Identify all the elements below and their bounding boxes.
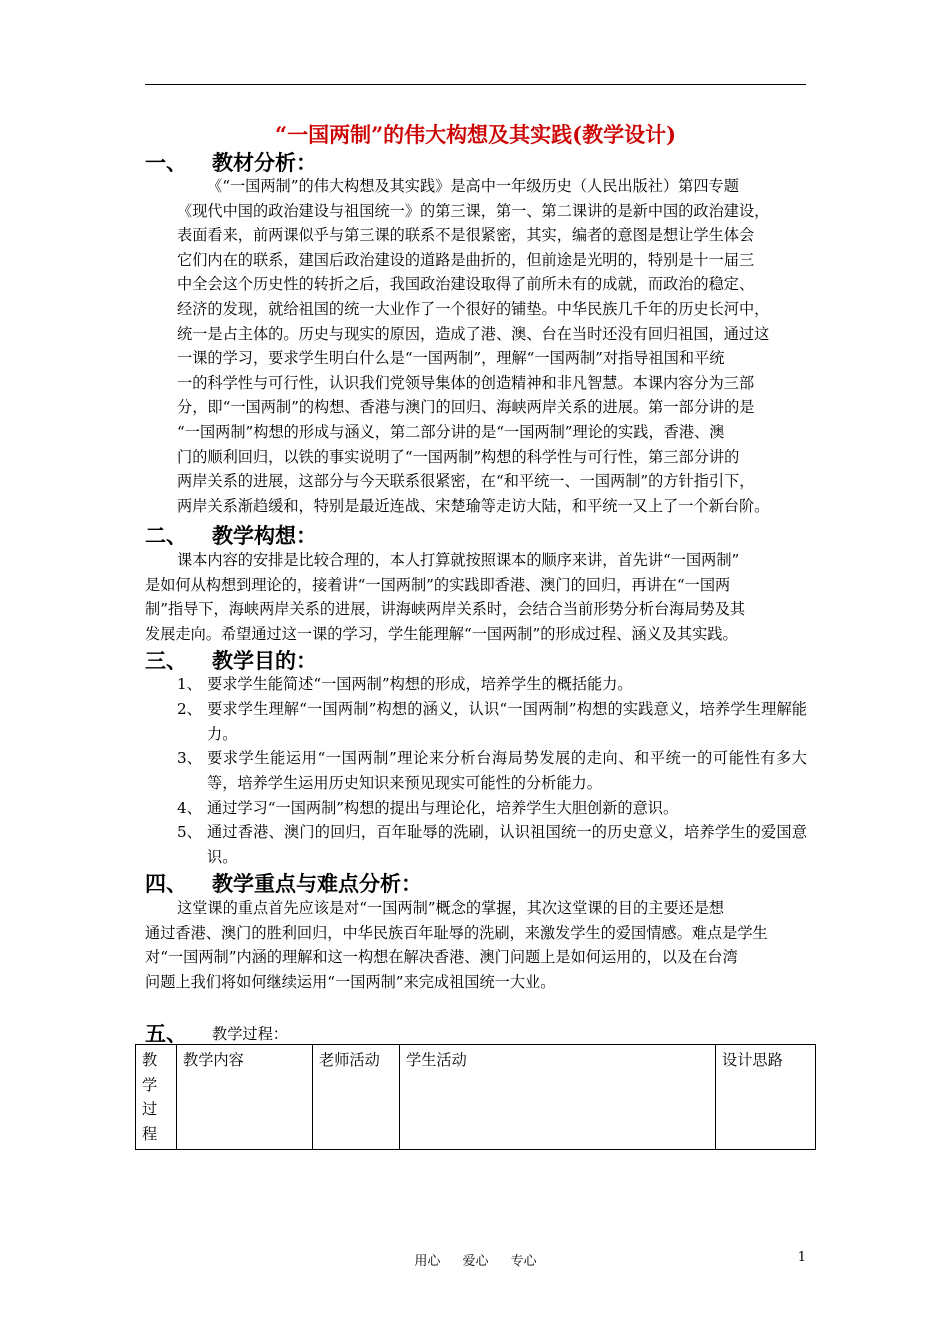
section-4-heading [145, 870, 422, 898]
vertical-char: 教 [142, 1051, 158, 1069]
list-item-text: 要求学生能运用“一国两制”理论来分析台海局势发展的走向、和平统一的可能性有多大等，培养学生运用历史知识来预见现实可能性的分析能力。 [207, 749, 807, 792]
list-item [177, 672, 807, 697]
section-3-title: 教学目的： [212, 648, 317, 673]
list-item-number: 1、 [177, 675, 202, 693]
section-1-heading [145, 149, 317, 177]
section-2-heading [145, 522, 317, 550]
header-teaching-content: 教学内容 [177, 1045, 313, 1150]
document-title: “一国两制”的伟大构想及其实践(教学设计) [274, 122, 677, 147]
section-1-number: 一、 [145, 150, 187, 175]
text-line: 统一是占主体的。历史与现实的原因，造成了港、澳、台在当时还没有回归祖国，通过这 [177, 324, 770, 343]
list-item [177, 820, 807, 869]
section-2-number: 二、 [145, 523, 187, 548]
text-line: 一课的学习，要求学生明白什么是“一国两制”，理解“一国两制”对指导祖国和平统 [177, 349, 725, 368]
text-line: 这堂课的重点首先应该是对“一国两制”概念的掌握，其次这堂课的目的主要还是想 [177, 899, 725, 917]
section-5-number: 五、 [145, 1021, 187, 1046]
list-item-text: 要求学生能简述“一国两制”构想的形成，培养学生的概括能力。 [207, 675, 633, 693]
table-row [136, 1045, 816, 1150]
section-1-paragraph [177, 174, 807, 518]
footer-motto: 用心 爱心 专心 [414, 1254, 537, 1269]
section-2-paragraph [145, 548, 807, 646]
section-4-title: 教学重点与难点分析： [212, 871, 422, 896]
list-item-number: 5、 [177, 823, 202, 841]
text-line: 两岸关系的进展，这部分与今天联系很紧密，在“和平统一、一国两制”的方针指引下， [177, 472, 755, 491]
list-item [177, 796, 807, 821]
vertical-label-cell [136, 1045, 177, 1150]
section-4-number: 四、 [145, 871, 187, 896]
text-line: 表面看来，前两课似乎与第三课的联系不是很紧密，其实，编者的意图是想让学生体会 [177, 226, 755, 245]
text-line: 是如何从构想到理论的，接着讲“一国两制”的实践即香港、澳门的回归，再讲在“一国两 [145, 575, 731, 594]
section-5-label: 教学过程： [212, 1025, 288, 1043]
text-line: 一的科学性与可行性，认识我们党领导集体的创造精神和非凡智慧。本课内容分为三部 [177, 373, 755, 392]
list-item-text: 要求学生理解“一国两制”构想的涵义，认识“一国两制”构想的实践意义，培养学生理解能力。 [207, 700, 807, 743]
section-1-title: 教材分析： [212, 150, 317, 175]
text-line: 门的顺利回归，以铁的事实说明了“一国两制”构想的科学性与可行性，第三部分讲的 [177, 447, 740, 466]
vertical-char: 程 [142, 1124, 158, 1143]
header-design-idea: 设计思路 [716, 1045, 816, 1150]
section-2-title: 教学构想： [212, 523, 317, 548]
list-item-number: 2、 [177, 700, 202, 718]
text-line: 问题上我们将如何继续运用“一国两制”来完成祖国统一大业。 [145, 972, 556, 991]
section-4-paragraph [145, 896, 807, 994]
text-line: “一国两制”构想的形成与涵义，第二部分讲的是“一国两制”理论的实践，香港、澳 [177, 422, 725, 441]
text-line: 经济的发现，就给祖国的统一大业作了一个很好的铺垫。中华民族几千年的历史长河中， [177, 299, 770, 318]
text-line: 发展走向。希望通过这一课的学习，学生能理解“一国两制”的形成过程、涵义及其实践。 [145, 624, 738, 643]
list-item-text: 通过香港、澳门的回归，百年耻辱的洗刷，认识祖国统一的历史意义，培养学生的爱国意识。 [207, 823, 807, 866]
section-3-number: 三、 [145, 648, 187, 673]
list-item-number: 4、 [177, 799, 202, 817]
list-item [177, 697, 807, 746]
vertical-char: 学 [142, 1075, 158, 1094]
text-line: 对“一国两制”内涵的理解和这一构想在解决香港、澳门问题上是如何运用的，以及在台湾 [145, 948, 738, 967]
text-line: 分，即“一国两制”的构想、香港与澳门的回归、海峡两岸关系的进展。第一部分讲的是 [177, 398, 755, 417]
text-line: 制”指导下，海峡两岸关系的进展，讲海峡两岸关系时，会结合当前形势分析台海局势及其 [145, 600, 746, 619]
text-line: 它们内在的联系，建国后政治建设的道路是曲折的，但前途是光明的，特别是十一届三 [177, 250, 755, 269]
text-line: 通过香港、澳门的胜利回归，中华民族百年耻辱的洗刷，来激发学生的爱国情感。难点是学生 [145, 923, 768, 942]
header-rule [145, 84, 806, 85]
header-teacher-activity: 老师活动 [313, 1045, 400, 1150]
page-number: 1 [797, 1250, 806, 1265]
teaching-process-table [135, 1044, 816, 1150]
text-line: 两岸关系渐趋缓和，特别是最近连战、宋楚瑜等走访大陆，和平统一又上了一个新台阶。 [177, 496, 770, 515]
text-line: 《现代中国的政治建设与祖国统一》的第三课，第一、第二课讲的是新中国的政治建设， [177, 201, 770, 220]
list-item-text: 通过学习“一国两制”构想的提出与理论化，培养学生大胆创新的意识。 [207, 799, 679, 817]
list-item-number: 3、 [177, 749, 202, 767]
section-3-heading [145, 647, 317, 675]
header-student-activity: 学生活动 [400, 1045, 716, 1150]
list-item [177, 746, 807, 795]
text-line: 课本内容的安排是比较合理的，本人打算就按照课本的顺序来讲，首先讲“一国两制” [177, 551, 740, 569]
vertical-char: 过 [142, 1100, 158, 1119]
text-line: 《“一国两制”的伟大构想及其实践》是高中一年级历史（人民出版社）第四专题 [207, 177, 739, 195]
text-line: 中全会这个历史性的转折之后，我国政治建设取得了前所未有的成就，而政治的稳定、 [177, 275, 755, 294]
